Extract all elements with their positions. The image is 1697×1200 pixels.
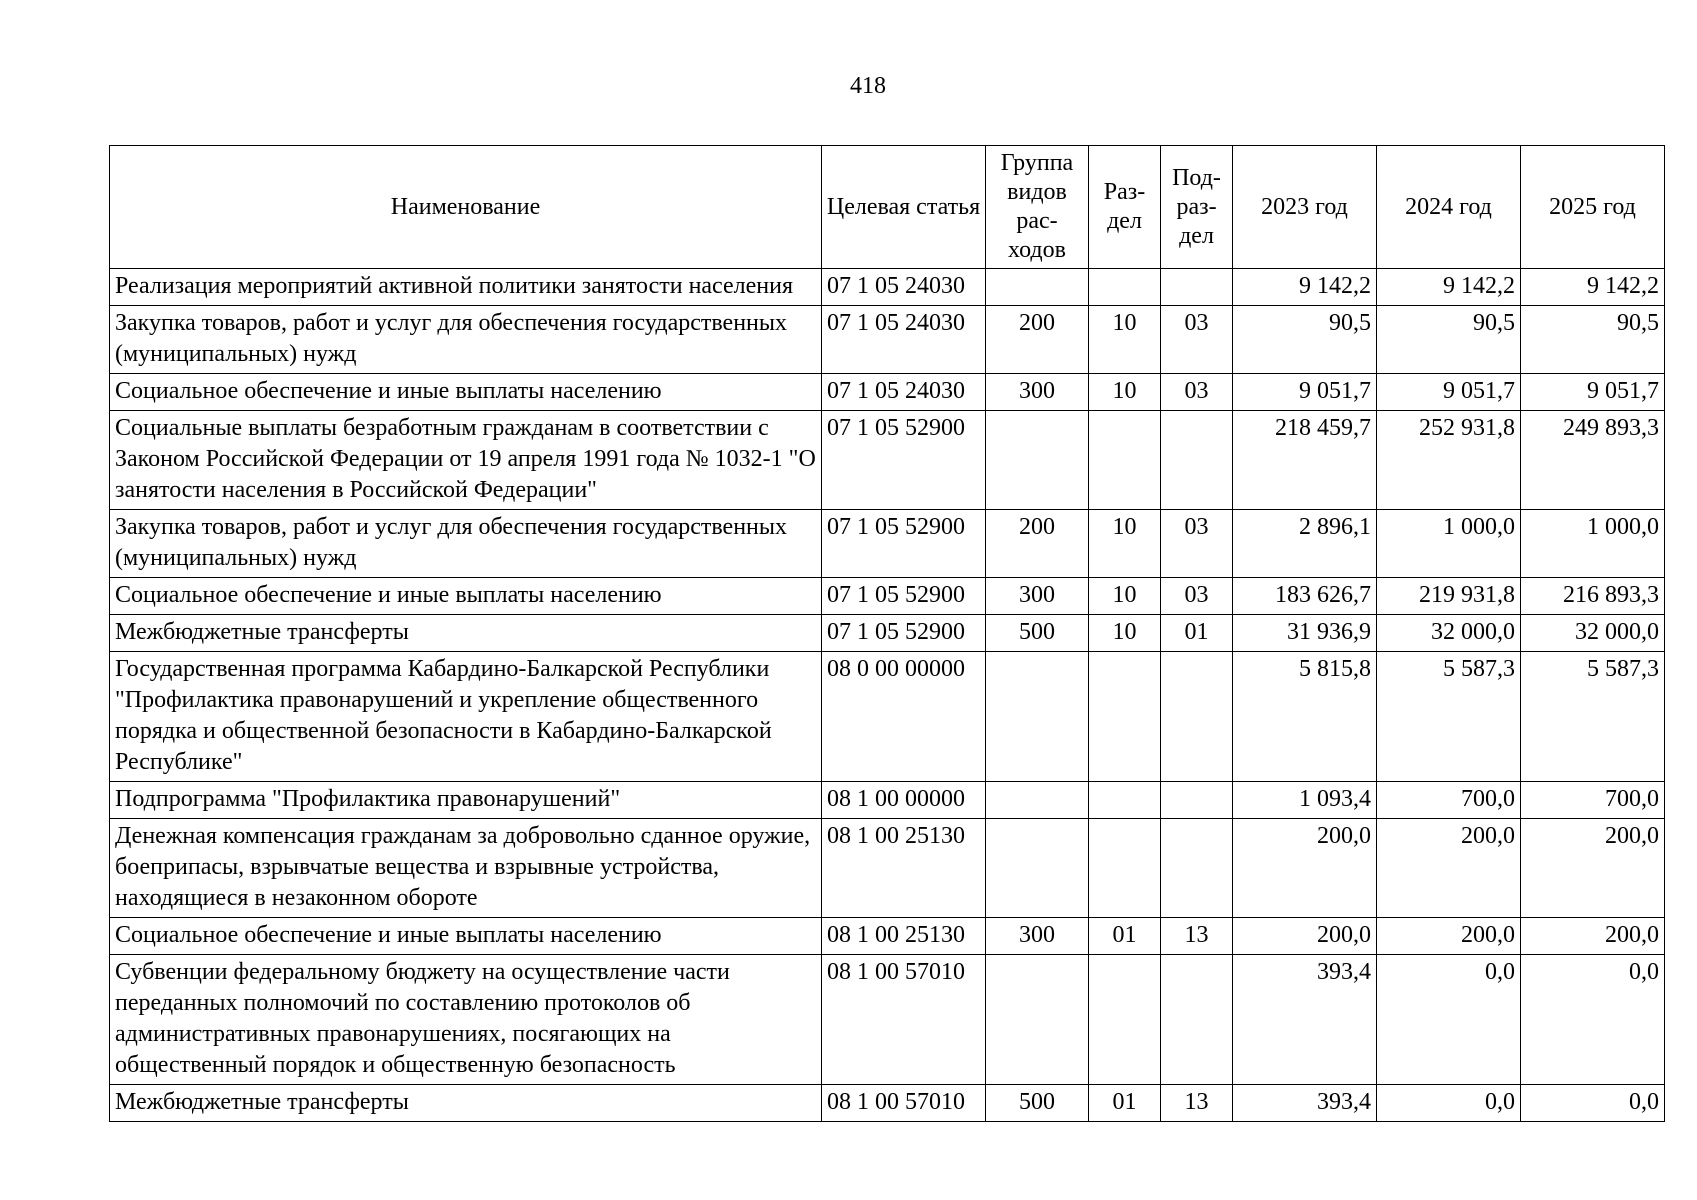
cell-year-2023: 2 896,1: [1233, 510, 1377, 578]
cell-year-2024: 9 142,2: [1377, 269, 1521, 306]
cell-subsection: 03: [1161, 578, 1233, 615]
cell-year-2024: 32 000,0: [1377, 615, 1521, 652]
header-year-2023: 2023 год: [1233, 146, 1377, 269]
cell-target-article: 07 1 05 52900: [822, 578, 986, 615]
cell-year-2024: 200,0: [1377, 819, 1521, 918]
cell-subsection: [1161, 652, 1233, 782]
cell-year-2024: 219 931,8: [1377, 578, 1521, 615]
cell-expense-group: 300: [986, 918, 1089, 955]
cell-name: Подпрограмма "Профилактика правонарушений": [110, 782, 822, 819]
header-year-2024: 2024 год: [1377, 146, 1521, 269]
cell-subsection: 13: [1161, 918, 1233, 955]
cell-target-article: 07 1 05 24030: [822, 374, 986, 411]
cell-expense-group: 500: [986, 1085, 1089, 1122]
table-row: [110, 615, 1665, 652]
cell-year-2024: 9 051,7: [1377, 374, 1521, 411]
cell-target-article: 07 1 05 52900: [822, 411, 986, 510]
header-year-2025: 2025 год: [1521, 146, 1665, 269]
cell-subsection: 03: [1161, 306, 1233, 374]
cell-year-2025: 9 051,7: [1521, 374, 1665, 411]
cell-year-2024: 700,0: [1377, 782, 1521, 819]
cell-section: 10: [1089, 510, 1161, 578]
header-section: Раз-дел: [1089, 146, 1161, 269]
cell-target-article: 08 0 00 00000: [822, 652, 986, 782]
cell-section: 10: [1089, 306, 1161, 374]
header-row: [110, 146, 1665, 269]
cell-year-2023: 9 142,2: [1233, 269, 1377, 306]
cell-subsection: 03: [1161, 374, 1233, 411]
cell-year-2023: 31 936,9: [1233, 615, 1377, 652]
cell-year-2024: 5 587,3: [1377, 652, 1521, 782]
cell-name: Социальное обеспечение и иные выплаты населению: [110, 578, 822, 615]
table-row: [110, 918, 1665, 955]
table-row: [110, 652, 1665, 782]
cell-expense-group: 200: [986, 510, 1089, 578]
table-row: [110, 819, 1665, 918]
cell-expense-group: 300: [986, 374, 1089, 411]
cell-year-2023: 200,0: [1233, 918, 1377, 955]
cell-target-article: 08 1 00 57010: [822, 955, 986, 1085]
header-subsection: Под-раз-дел: [1161, 146, 1233, 269]
cell-expense-group: 200: [986, 306, 1089, 374]
cell-subsection: [1161, 411, 1233, 510]
cell-target-article: 07 1 05 24030: [822, 306, 986, 374]
table-row: [110, 374, 1665, 411]
header-target-article: Целевая статья: [822, 146, 986, 269]
cell-expense-group: 300: [986, 578, 1089, 615]
cell-year-2025: 1 000,0: [1521, 510, 1665, 578]
cell-name: Субвенции федеральному бюджету на осуществление части переданных полномочий по составлению протоколов об административных правонарушениях, посягающих на общественный порядок и общественную безопасность: [110, 955, 822, 1085]
cell-subsection: [1161, 782, 1233, 819]
header-name: Наименование: [110, 146, 822, 269]
cell-year-2025: 32 000,0: [1521, 615, 1665, 652]
cell-name: Социальное обеспечение и иные выплаты населению: [110, 374, 822, 411]
cell-name: Социальное обеспечение и иные выплаты населению: [110, 918, 822, 955]
cell-year-2023: 9 051,7: [1233, 374, 1377, 411]
cell-year-2023: 200,0: [1233, 819, 1377, 918]
cell-name: Закупка товаров, работ и услуг для обеспечения государственных (муниципальных) нужд: [110, 510, 822, 578]
cell-name: Социальные выплаты безработным гражданам в соответствии с Законом Российской Федерации от 19 апреля 1991 года № 1032-1 "О занятости населения в Российской Федерации": [110, 411, 822, 510]
cell-year-2023: 218 459,7: [1233, 411, 1377, 510]
cell-year-2025: 90,5: [1521, 306, 1665, 374]
cell-year-2025: 5 587,3: [1521, 652, 1665, 782]
cell-subsection: 01: [1161, 615, 1233, 652]
table-row: [110, 411, 1665, 510]
cell-year-2023: 1 093,4: [1233, 782, 1377, 819]
table-row: [110, 306, 1665, 374]
cell-year-2024: 0,0: [1377, 955, 1521, 1085]
cell-year-2025: 0,0: [1521, 955, 1665, 1085]
cell-year-2023: 183 626,7: [1233, 578, 1377, 615]
cell-section: [1089, 269, 1161, 306]
cell-name: Реализация мероприятий активной политики занятости населения: [110, 269, 822, 306]
cell-year-2025: 200,0: [1521, 918, 1665, 955]
cell-year-2025: 200,0: [1521, 819, 1665, 918]
cell-section: 01: [1089, 1085, 1161, 1122]
cell-subsection: 13: [1161, 1085, 1233, 1122]
cell-target-article: 07 1 05 52900: [822, 510, 986, 578]
cell-expense-group: [986, 411, 1089, 510]
cell-expense-group: [986, 955, 1089, 1085]
cell-subsection: [1161, 269, 1233, 306]
cell-year-2023: 393,4: [1233, 1085, 1377, 1122]
cell-year-2024: 252 931,8: [1377, 411, 1521, 510]
cell-expense-group: 500: [986, 615, 1089, 652]
cell-year-2023: 90,5: [1233, 306, 1377, 374]
cell-year-2024: 90,5: [1377, 306, 1521, 374]
cell-section: [1089, 411, 1161, 510]
cell-section: 10: [1089, 578, 1161, 615]
cell-target-article: 07 1 05 24030: [822, 269, 986, 306]
cell-target-article: 08 1 00 25130: [822, 819, 986, 918]
cell-section: [1089, 782, 1161, 819]
header-expense-group: Группа видов рас-ходов: [986, 146, 1089, 269]
cell-year-2024: 1 000,0: [1377, 510, 1521, 578]
cell-expense-group: [986, 819, 1089, 918]
cell-target-article: 08 1 00 57010: [822, 1085, 986, 1122]
cell-target-article: 08 1 00 00000: [822, 782, 986, 819]
cell-year-2023: 393,4: [1233, 955, 1377, 1085]
cell-subsection: [1161, 955, 1233, 1085]
cell-subsection: [1161, 819, 1233, 918]
cell-target-article: 07 1 05 52900: [822, 615, 986, 652]
cell-year-2025: 216 893,3: [1521, 578, 1665, 615]
cell-expense-group: [986, 269, 1089, 306]
table-row: [110, 955, 1665, 1085]
cell-expense-group: [986, 652, 1089, 782]
table-body: [110, 269, 1665, 1122]
cell-year-2024: 200,0: [1377, 918, 1521, 955]
cell-year-2024: 0,0: [1377, 1085, 1521, 1122]
cell-name: Межбюджетные трансферты: [110, 1085, 822, 1122]
table-header: [110, 146, 1665, 269]
cell-year-2023: 5 815,8: [1233, 652, 1377, 782]
cell-subsection: 03: [1161, 510, 1233, 578]
cell-name: Государственная программа Кабардино-Балкарской Республики "Профилактика правонарушений и укрепление общественного порядка и общественной безопасности в Кабардино-Балкарской Республике": [110, 652, 822, 782]
cell-year-2025: 249 893,3: [1521, 411, 1665, 510]
cell-name: Межбюджетные трансферты: [110, 615, 822, 652]
cell-section: 10: [1089, 374, 1161, 411]
table-row: [110, 1085, 1665, 1122]
table-row: [110, 269, 1665, 306]
cell-section: [1089, 955, 1161, 1085]
table-row: [110, 782, 1665, 819]
budget-table: [109, 145, 1665, 1122]
table-row: [110, 510, 1665, 578]
cell-year-2025: 0,0: [1521, 1085, 1665, 1122]
page-number: 418: [850, 73, 886, 99]
cell-section: [1089, 652, 1161, 782]
cell-name: Закупка товаров, работ и услуг для обеспечения государственных (муниципальных) нужд: [110, 306, 822, 374]
cell-year-2025: 700,0: [1521, 782, 1665, 819]
cell-name: Денежная компенсация гражданам за добровольно сданное оружие, боеприпасы, взрывчатые вещества и взрывные устройства, находящиеся в незаконном обороте: [110, 819, 822, 918]
cell-year-2025: 9 142,2: [1521, 269, 1665, 306]
table-row: [110, 578, 1665, 615]
cell-section: 10: [1089, 615, 1161, 652]
cell-target-article: 08 1 00 25130: [822, 918, 986, 955]
cell-section: [1089, 819, 1161, 918]
cell-section: 01: [1089, 918, 1161, 955]
cell-expense-group: [986, 782, 1089, 819]
